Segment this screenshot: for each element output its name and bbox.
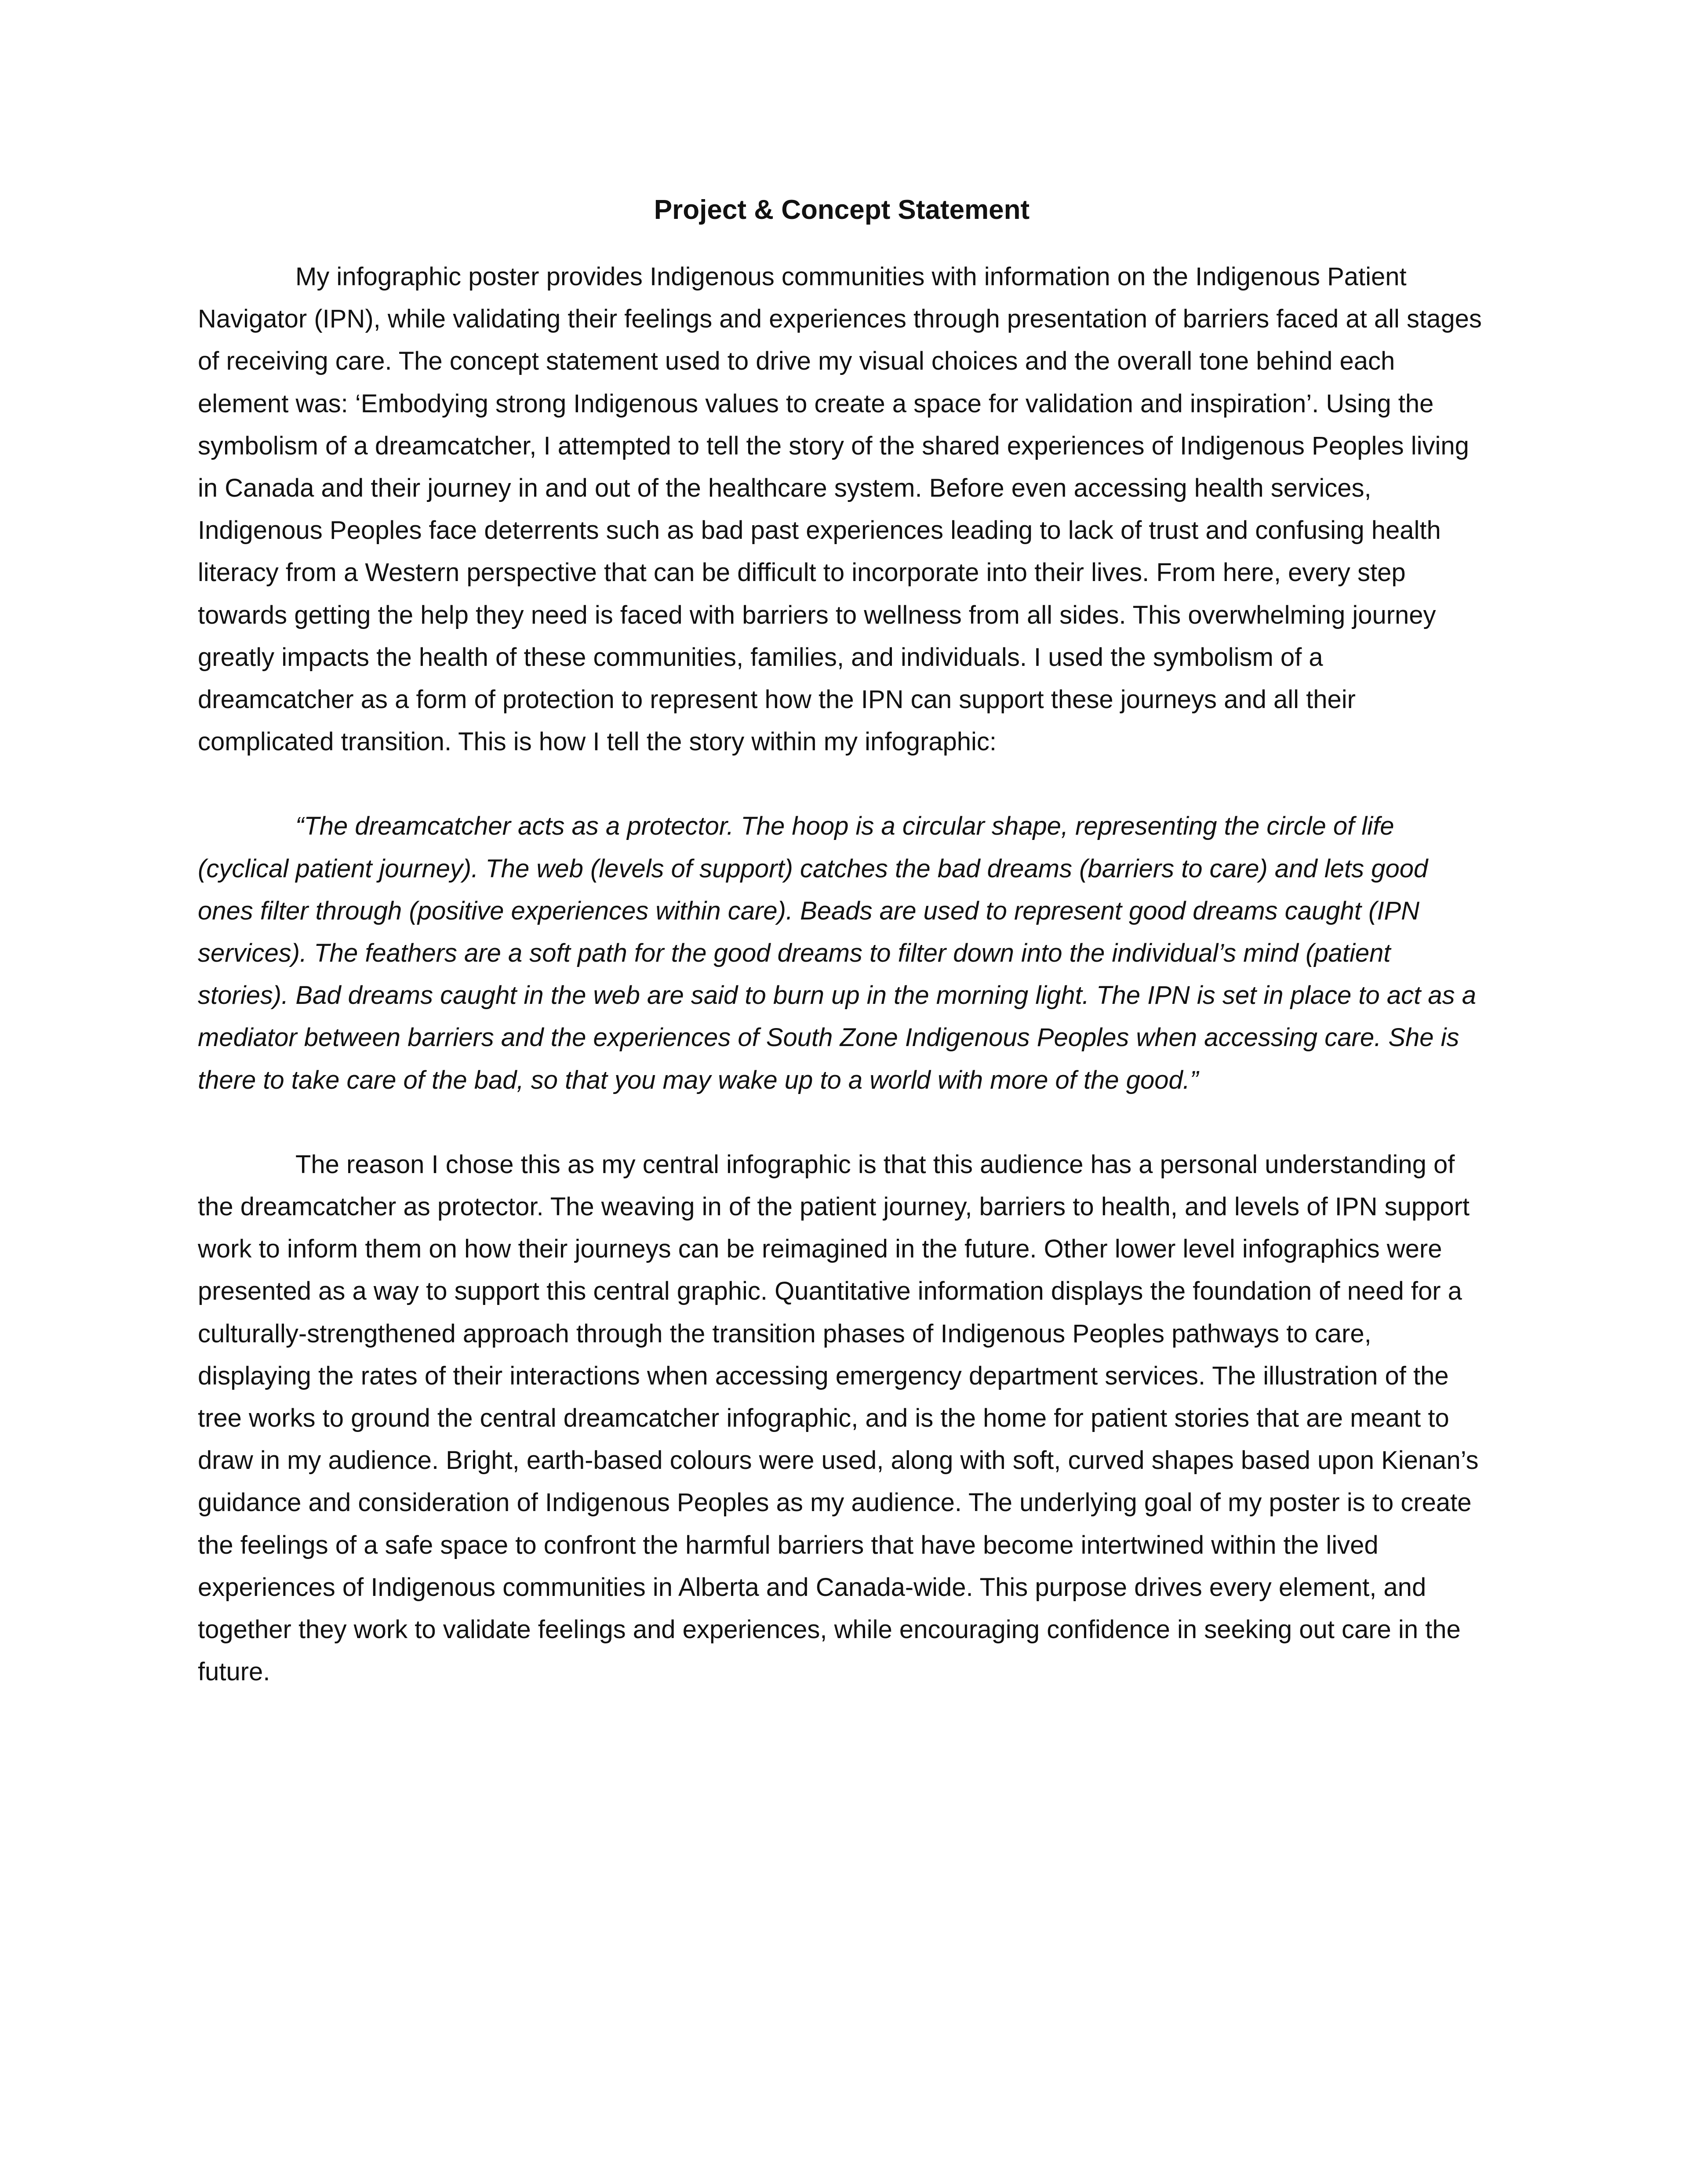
document-body: [198, 189, 1486, 1693]
page-title: Project & Concept Statement: [654, 195, 1030, 225]
reasoning-paragraph: The reason I chose this as my central infographic is that this audience has a personal understanding of the dreamcatcher as protector. The weaving in of the patient journey, barriers to health, and levels of IPN support work to inform them on how their journeys can be reimagined in the future. Other lower level infographics were presented as a way to support this central graphic. Quantitative information displays the foundation of need for a culturally-strengthened approach through the transition phases of Indigenous Peoples pathways to care, displaying the rates of their interactions when accessing emergency department services. The illustration of the tree works to ground the central dreamcatcher infographic, and is the home for patient stories that are meant to draw in my audience. Bright, earth-based colours were used, along with soft, curved shapes based upon Kienan’s guidance and consideration of Indigenous Peoples as my audience. The underlying goal of my poster is to create the feelings of a safe space to confront the harmful barriers that have become intertwined within the lived experiences of Indigenous communities in Alberta and Canada-wide. This purpose drives every element, and together they work to validate feelings and experiences, while encouraging confidence in seeking out care in the future.: [198, 1150, 1479, 1686]
intro-paragraph: My infographic poster provides Indigenous communities with information on the Indigenous Patient Navigator (IPN), while validating their feelings and experiences through presentation of barriers faced at all stages of receiving care. The concept statement used to drive my visual choices and the overall tone behind each element was: ‘Embodying strong Indigenous values to create a space for validation and inspiration’. Using the symbolism of a dreamcatcher, I attempted to tell the story of the shared experiences of Indigenous Peoples living in Canada and their journey in and out of the healthcare system. Before even accessing health services, Indigenous Peoples face deterrents such as bad past experiences leading to lack of trust and confusing health literacy from a Western perspective that can be difficult to incorporate into their lives. From here, every step towards getting the help they need is faced with barriers to wellness from all sides. This overwhelming journey greatly impacts the health of these communities, families, and individuals. I used the symbolism of a dreamcatcher as a form of protection to represent how the IPN can support these journeys and all their complicated transition. This is how I tell the story within my infographic:: [198, 262, 1482, 756]
quote-paragraph: “The dreamcatcher acts as a protector. The hoop is a circular shape, representing the circle of life (cyclical patient journey). The web (levels of support) catches the bad dreams (barriers to care) and lets good ones filter through (positive experiences within care). Beads are used to represent good dreams caught (IPN services). The feathers are a soft path for the good dreams to filter down into the individual’s mind (patient stories). Bad dreams caught in the web are said to burn up in the morning light. The IPN is set in place to act as a mediator between barriers and the experiences of South Zone Indigenous Peoples when accessing care. She is there to take care of the bad, so that you may wake up to a world with more of the good.”: [198, 812, 1476, 1094]
